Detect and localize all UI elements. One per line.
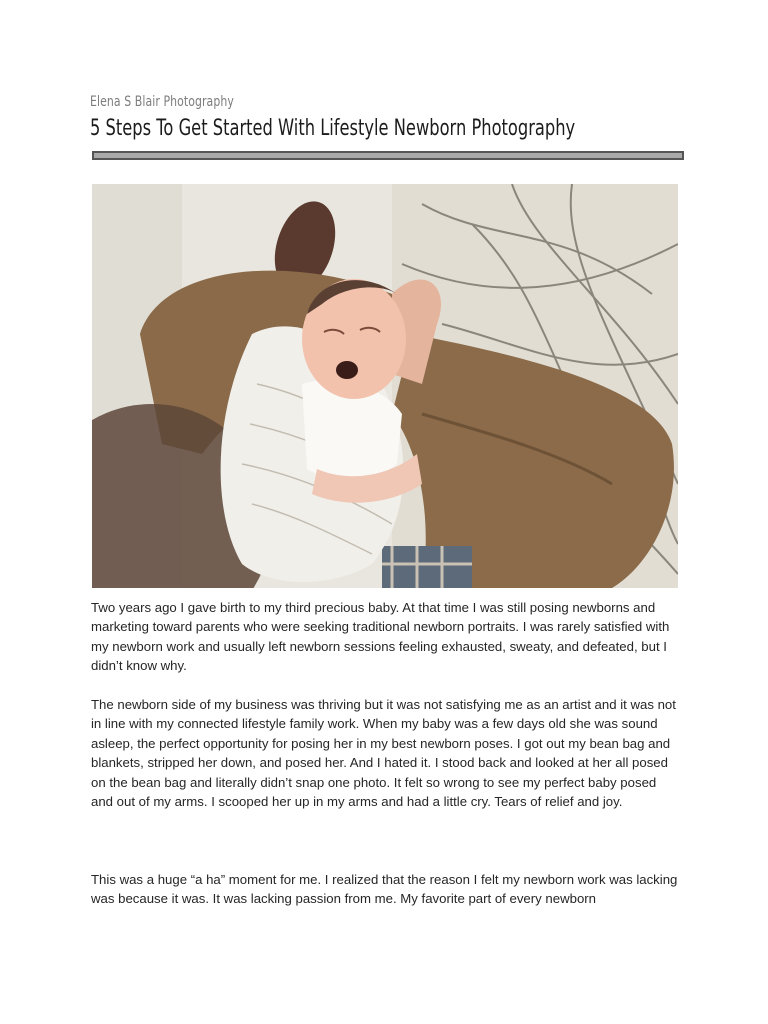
- newborn-photo: [92, 184, 678, 588]
- paragraph-1: Two years ago I gave birth to my third precious baby. At that time I was still posing newborns and marketing toward parents who were seeking traditional newborn portraits. I was rarely satisfied with my newborn work and usually left newborn sessions feeling exhausted, sweaty, and defeated, but I didn’t know why.: [91, 600, 670, 674]
- title-divider: [92, 151, 684, 160]
- article-title: 5 Steps To Get Started With Lifestyle Newborn Photography: [90, 116, 576, 141]
- paragraph-3: This was a huge “a ha” moment for me. I realized that the reason I felt my newborn work was lacking was because it was. It was lacking passion from me. My favorite part of every newborn: [91, 872, 678, 907]
- paragraph-2: The newborn side of my business was thriving but it was not satisfying me as an artist and it was not in line with my connected lifestyle family work. When my baby was a few days old she was sound asleep, the perfect opportunity for posing her in my best newborn poses. I got out my bean bag and blankets, stripped her down, and posed her. And I hated it. I stood back and looked at her all posed on the bean bag and literally didn’t snap one photo. It felt so wrong to see my perfect baby posed and out of my arms. I scooped her up in my arms and had a little cry. Tears of relief and joy.: [91, 697, 676, 810]
- newborn-photo-illustration: [92, 184, 678, 588]
- brand-name: Elena S Blair Photography: [90, 94, 234, 110]
